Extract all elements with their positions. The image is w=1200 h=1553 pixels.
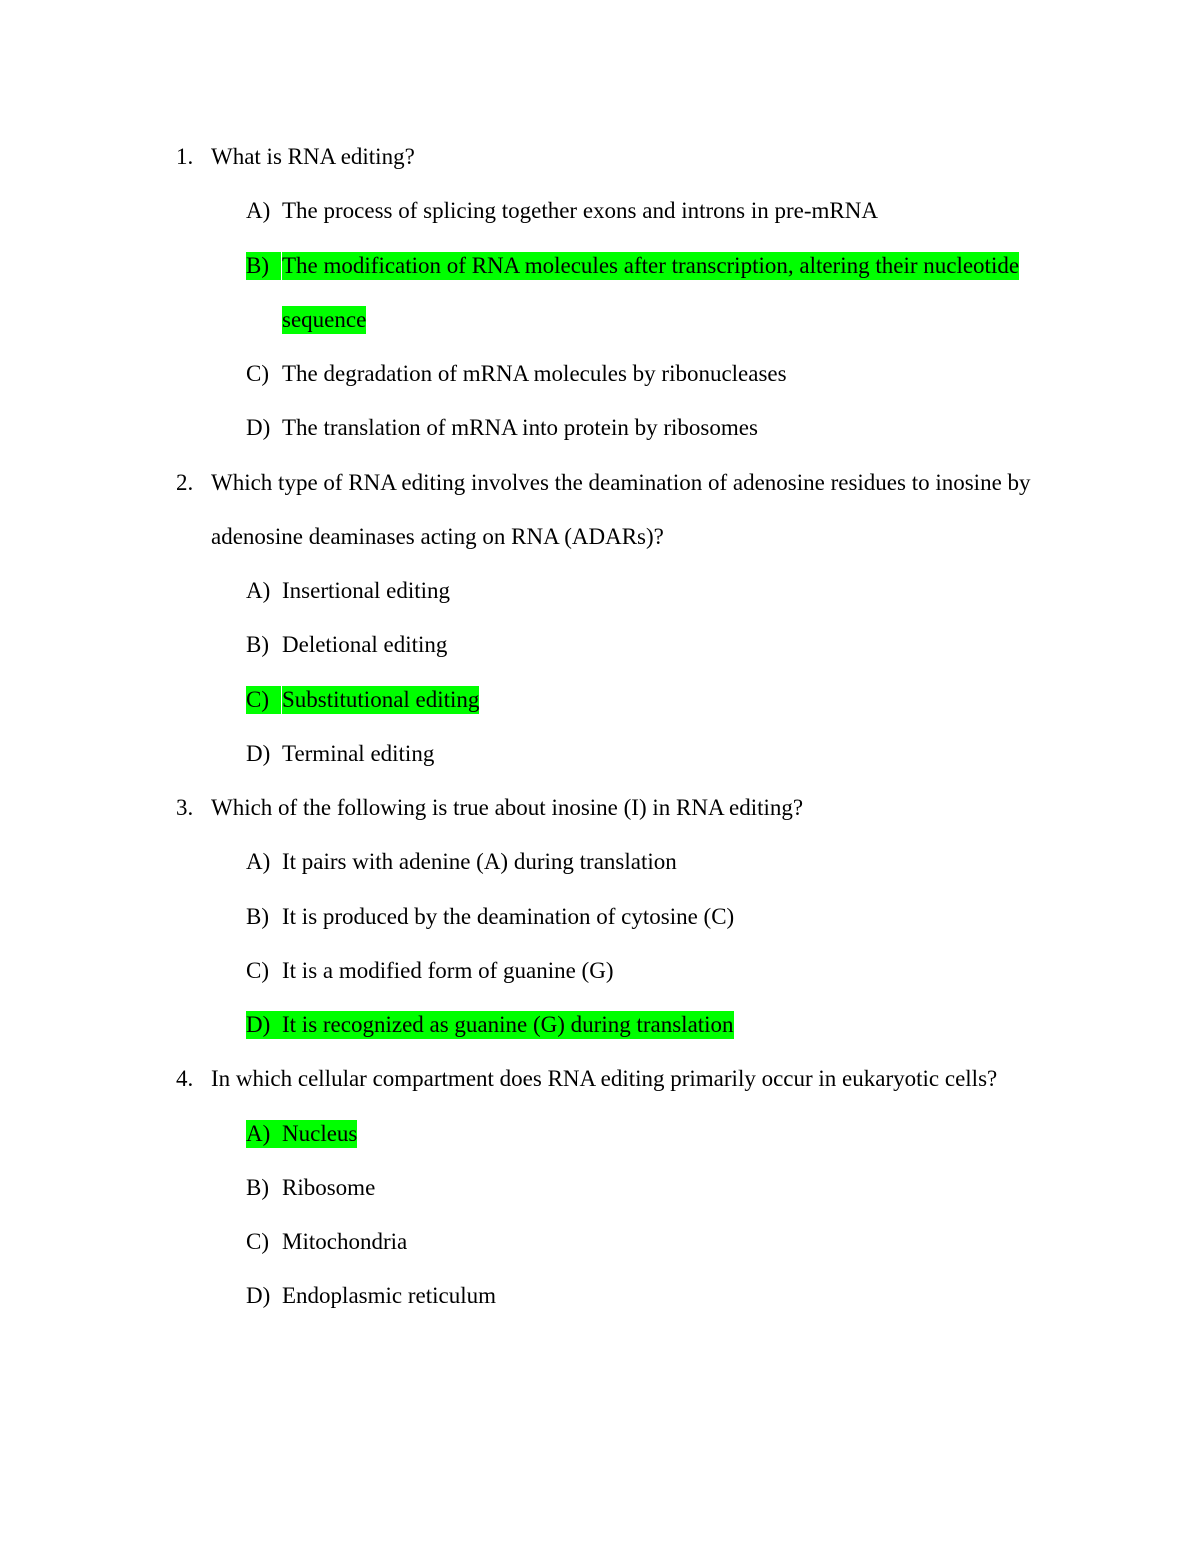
- option-letter: D): [246, 1011, 282, 1039]
- question-number: 3.: [176, 795, 194, 820]
- option-text: The modification of RNA molecules after transcription, altering their nucleotide: [282, 253, 1020, 278]
- option-text: Mitochondria: [282, 1229, 408, 1254]
- option-letter: D): [246, 1283, 271, 1308]
- option-letter: D): [246, 415, 271, 440]
- question-number: 4.: [176, 1066, 194, 1091]
- option-letter: B): [246, 252, 281, 280]
- option-text: Terminal editing: [282, 741, 435, 766]
- option-text: Endoplasmic reticulum: [282, 1283, 496, 1308]
- option-text: The degradation of mRNA molecules by ribonucleases: [282, 361, 787, 386]
- question-text: What is RNA editing?: [211, 144, 415, 169]
- option-letter: B): [246, 904, 269, 929]
- option-letter: C): [246, 361, 269, 386]
- option-letter: A): [246, 849, 271, 874]
- option-text: sequence: [282, 307, 367, 332]
- option-letter: D): [246, 741, 271, 766]
- option-text: Ribosome: [282, 1175, 376, 1200]
- option-text: The translation of mRNA into protein by ribosomes: [282, 415, 758, 440]
- option-letter: C): [246, 958, 269, 983]
- option-letter: A): [246, 1120, 282, 1148]
- option-text: The process of splicing together exons and introns in pre-mRNA: [282, 198, 878, 223]
- option-text: Nucleus: [282, 1121, 358, 1146]
- option-letter: C): [246, 1229, 269, 1254]
- option-text: Substitutional editing: [282, 687, 480, 712]
- option-text: Insertional editing: [282, 578, 450, 603]
- question-number: 2.: [176, 470, 194, 495]
- question-text: Which of the following is true about inosine (I) in RNA editing?: [211, 795, 804, 820]
- option-letter: B): [246, 632, 269, 657]
- question-text: In which cellular compartment does RNA editing primarily occur in eukaryotic cells?: [211, 1066, 998, 1091]
- option-text: It is produced by the deamination of cytosine (C): [282, 904, 735, 929]
- option-letter: C): [246, 686, 281, 714]
- question-text: adenosine deaminases acting on RNA (ADARs)?: [211, 524, 664, 549]
- option-text: It is recognized as guanine (G) during translation: [282, 1012, 734, 1037]
- question-number: 1.: [176, 144, 194, 169]
- option-text: It is a modified form of guanine (G): [282, 958, 614, 983]
- option-text: Deletional editing: [282, 632, 448, 657]
- question-text: Which type of RNA editing involves the deamination of adenosine residues to inosine by: [211, 470, 1031, 495]
- option-letter: A): [246, 198, 271, 223]
- option-letter: A): [246, 578, 271, 603]
- option-text: It pairs with adenine (A) during translation: [282, 849, 677, 874]
- option-letter: B): [246, 1175, 269, 1200]
